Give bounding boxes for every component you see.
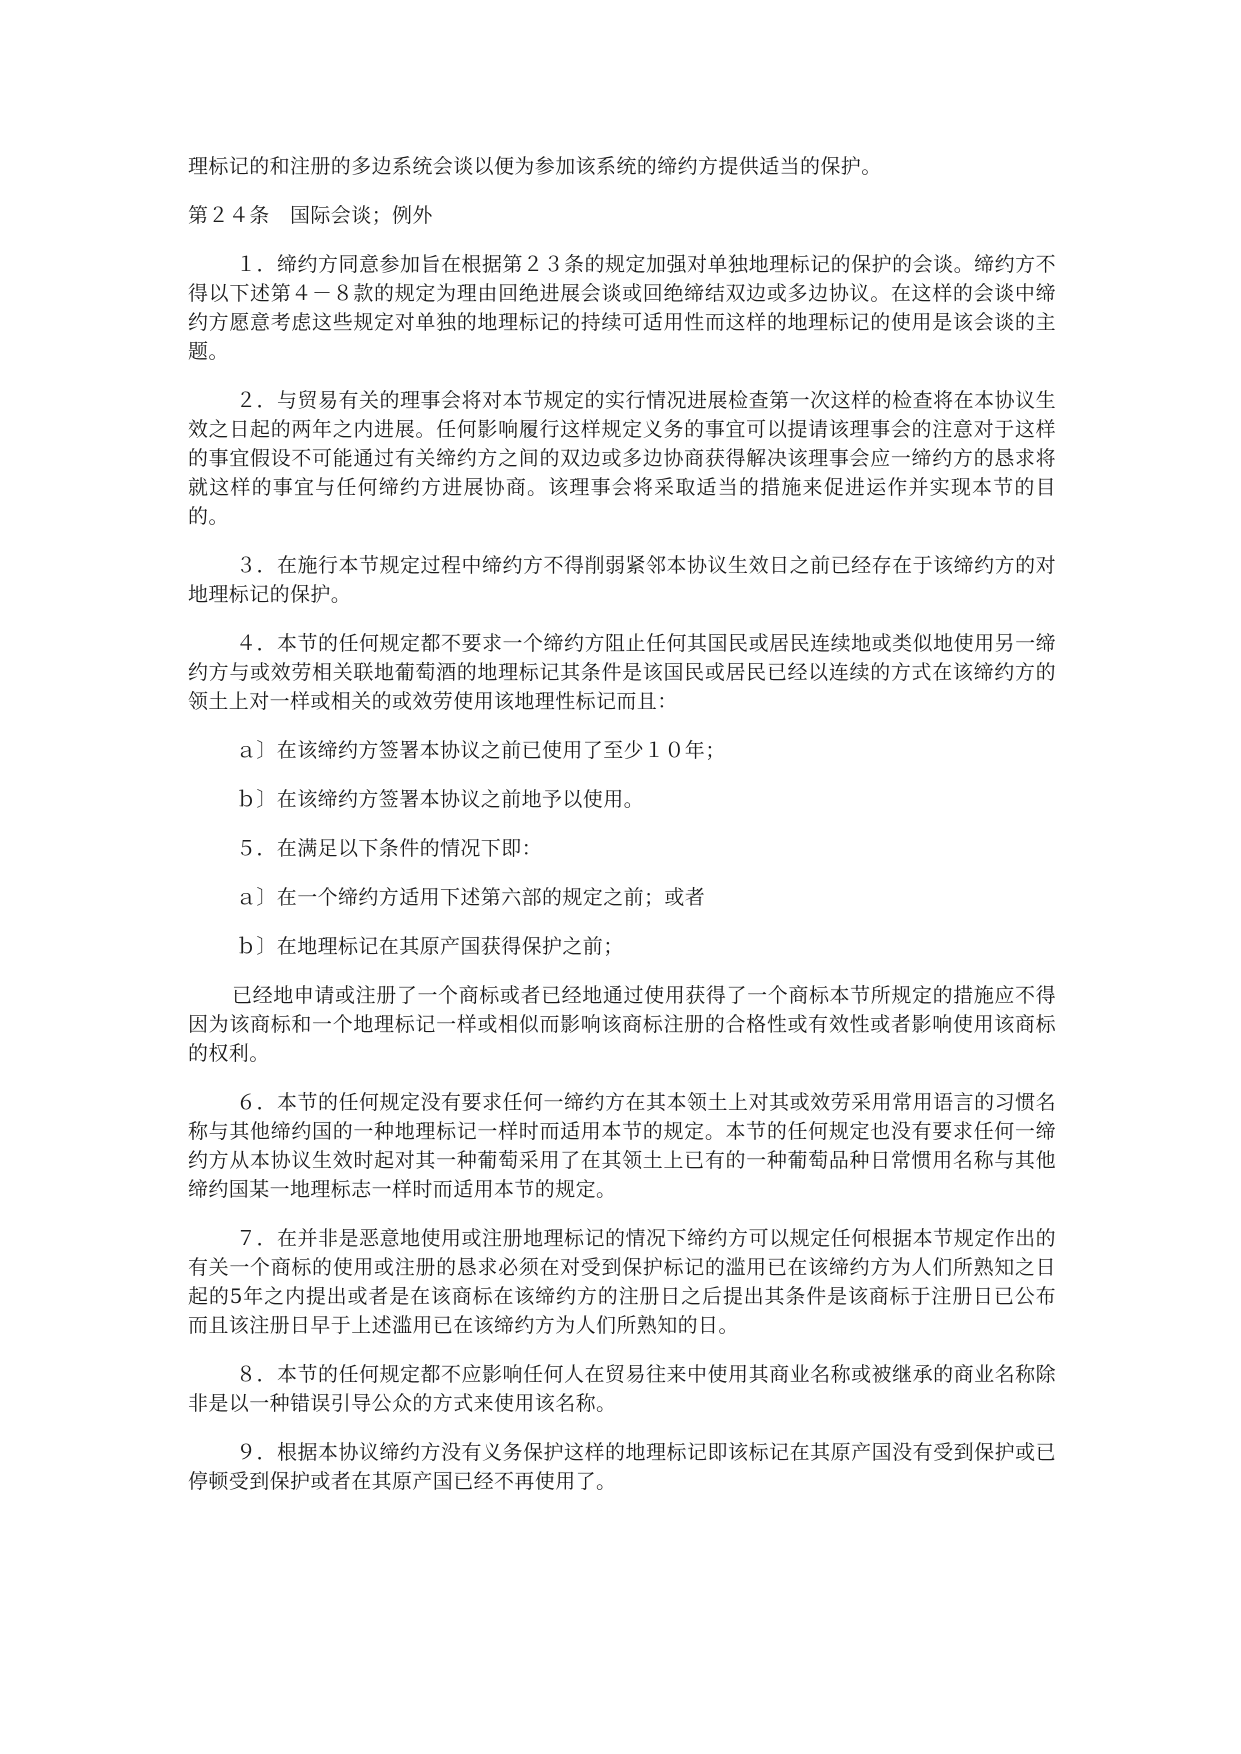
article-heading: 第２４条 国际会谈；例外 — [188, 203, 433, 227]
paragraph-9: ９．根据本协议缔约方没有义务保护这样的地理标记即该标记在其原产国没有受到保护或已停顿受到保护或者在其原产国已经不再使用了。 — [188, 1440, 1056, 1493]
paragraph-2: ２．与贸易有关的理事会将对本节规定的实行情况进展检查第一次这样的检查将在本协议生效之日起的两年之内进展。任何影响履行这样规定义务的事宜可以提请该理事会的注意对于这样的事宜假设不可能通过有关缔约方之间的双边或多边协商获得解决该理事会应一缔约方的恳求将就这样的事宜与任何缔约方进展协商。该理事会将采取适当的措施来促进运作并实现本节的目的。 — [188, 388, 1056, 528]
list-item-4b: ｂ〕在该缔约方签署本协议之前地予以使用。 — [236, 787, 644, 811]
paragraph-5-continued: 已经地申请或注册了一个商标或者已经地通过使用获得了一个商标本节所规定的措施应不得因为该商标和一个地理标记一样或相似而影响该商标注册的合格性或有效性或者影响使用该商标的权利。 — [188, 983, 1056, 1065]
paragraph-continued: 理标记的和注册的多边系统会谈以便为参加该系统的缔约方提供适当的保护。 — [188, 154, 882, 178]
list-item-5a: ａ〕在一个缔约方适用下述第六部的规定之前；或者 — [236, 885, 706, 909]
paragraph-4: ４．本节的任何规定都不要求一个缔约方阻止任何其国民或居民连续地或类似地使用另一缔约方与或效劳相关联地葡萄酒的地理标记其条件是该国民或居民已经以连续的方式在该缔约方的领土上对一样或相关的或效劳使用该地理性标记而且： — [188, 631, 1056, 713]
list-item-4a: ａ〕在该缔约方签署本协议之前已使用了至少１０年； — [236, 738, 726, 762]
paragraph-5: ５．在满足以下条件的情况下即： — [236, 836, 542, 860]
paragraph-3: ３．在施行本节规定过程中缔约方不得削弱紧邻本协议生效日之前已经存在于该缔约方的对地理标记的保护。 — [188, 553, 1056, 606]
document-body — [188, 152, 1056, 1516]
paragraph-8: ８．本节的任何规定都不应影响任何人在贸易往来中使用其商业名称或被继承的商业名称除非是以一种错误引导公众的方式来使用该名称。 — [188, 1362, 1056, 1415]
paragraph-6: ６．本节的任何规定没有要求任何一缔约方在其本领土上对其或效劳采用常用语言的习惯名称与其他缔约国的一种地理标记一样时而适用本节的规定。本节的任何规定也没有要求任何一缔约方从本协议生效时起对其一种葡萄采用了在其领土上已有的一种葡萄品种日常惯用名称与其他缔约国某一地理标志一样时而适用本节的规定。 — [188, 1090, 1056, 1201]
paragraph-7: ７．在并非是恶意地使用或注册地理标记的情况下缔约方可以规定任何根据本节规定作出的有关一个商标的使用或注册的恳求必须在对受到保护标记的滥用已在该缔约方为人们所熟知之日起的5年之内提出或者是在该商标在该缔约方的注册日之后提出其条件是该商标于注册日已公布而且该注册日早于上述滥用已在该缔约方为人们所熟知的日。 — [188, 1226, 1056, 1337]
paragraph-1: １．缔约方同意参加旨在根据第２３条的规定加强对单独地理标记的保护的会谈。缔约方不得以下述第４－８款的规定为理由回绝进展会谈或回绝缔结双边或多边协议。在这样的会谈中缔约方愿意考虑这些规定对单独的地理标记的持续可适用性而这样的地理标记的使用是该会谈的主题。 — [188, 252, 1056, 363]
list-item-5b: ｂ〕在地理标记在其原产国获得保护之前； — [236, 934, 624, 958]
